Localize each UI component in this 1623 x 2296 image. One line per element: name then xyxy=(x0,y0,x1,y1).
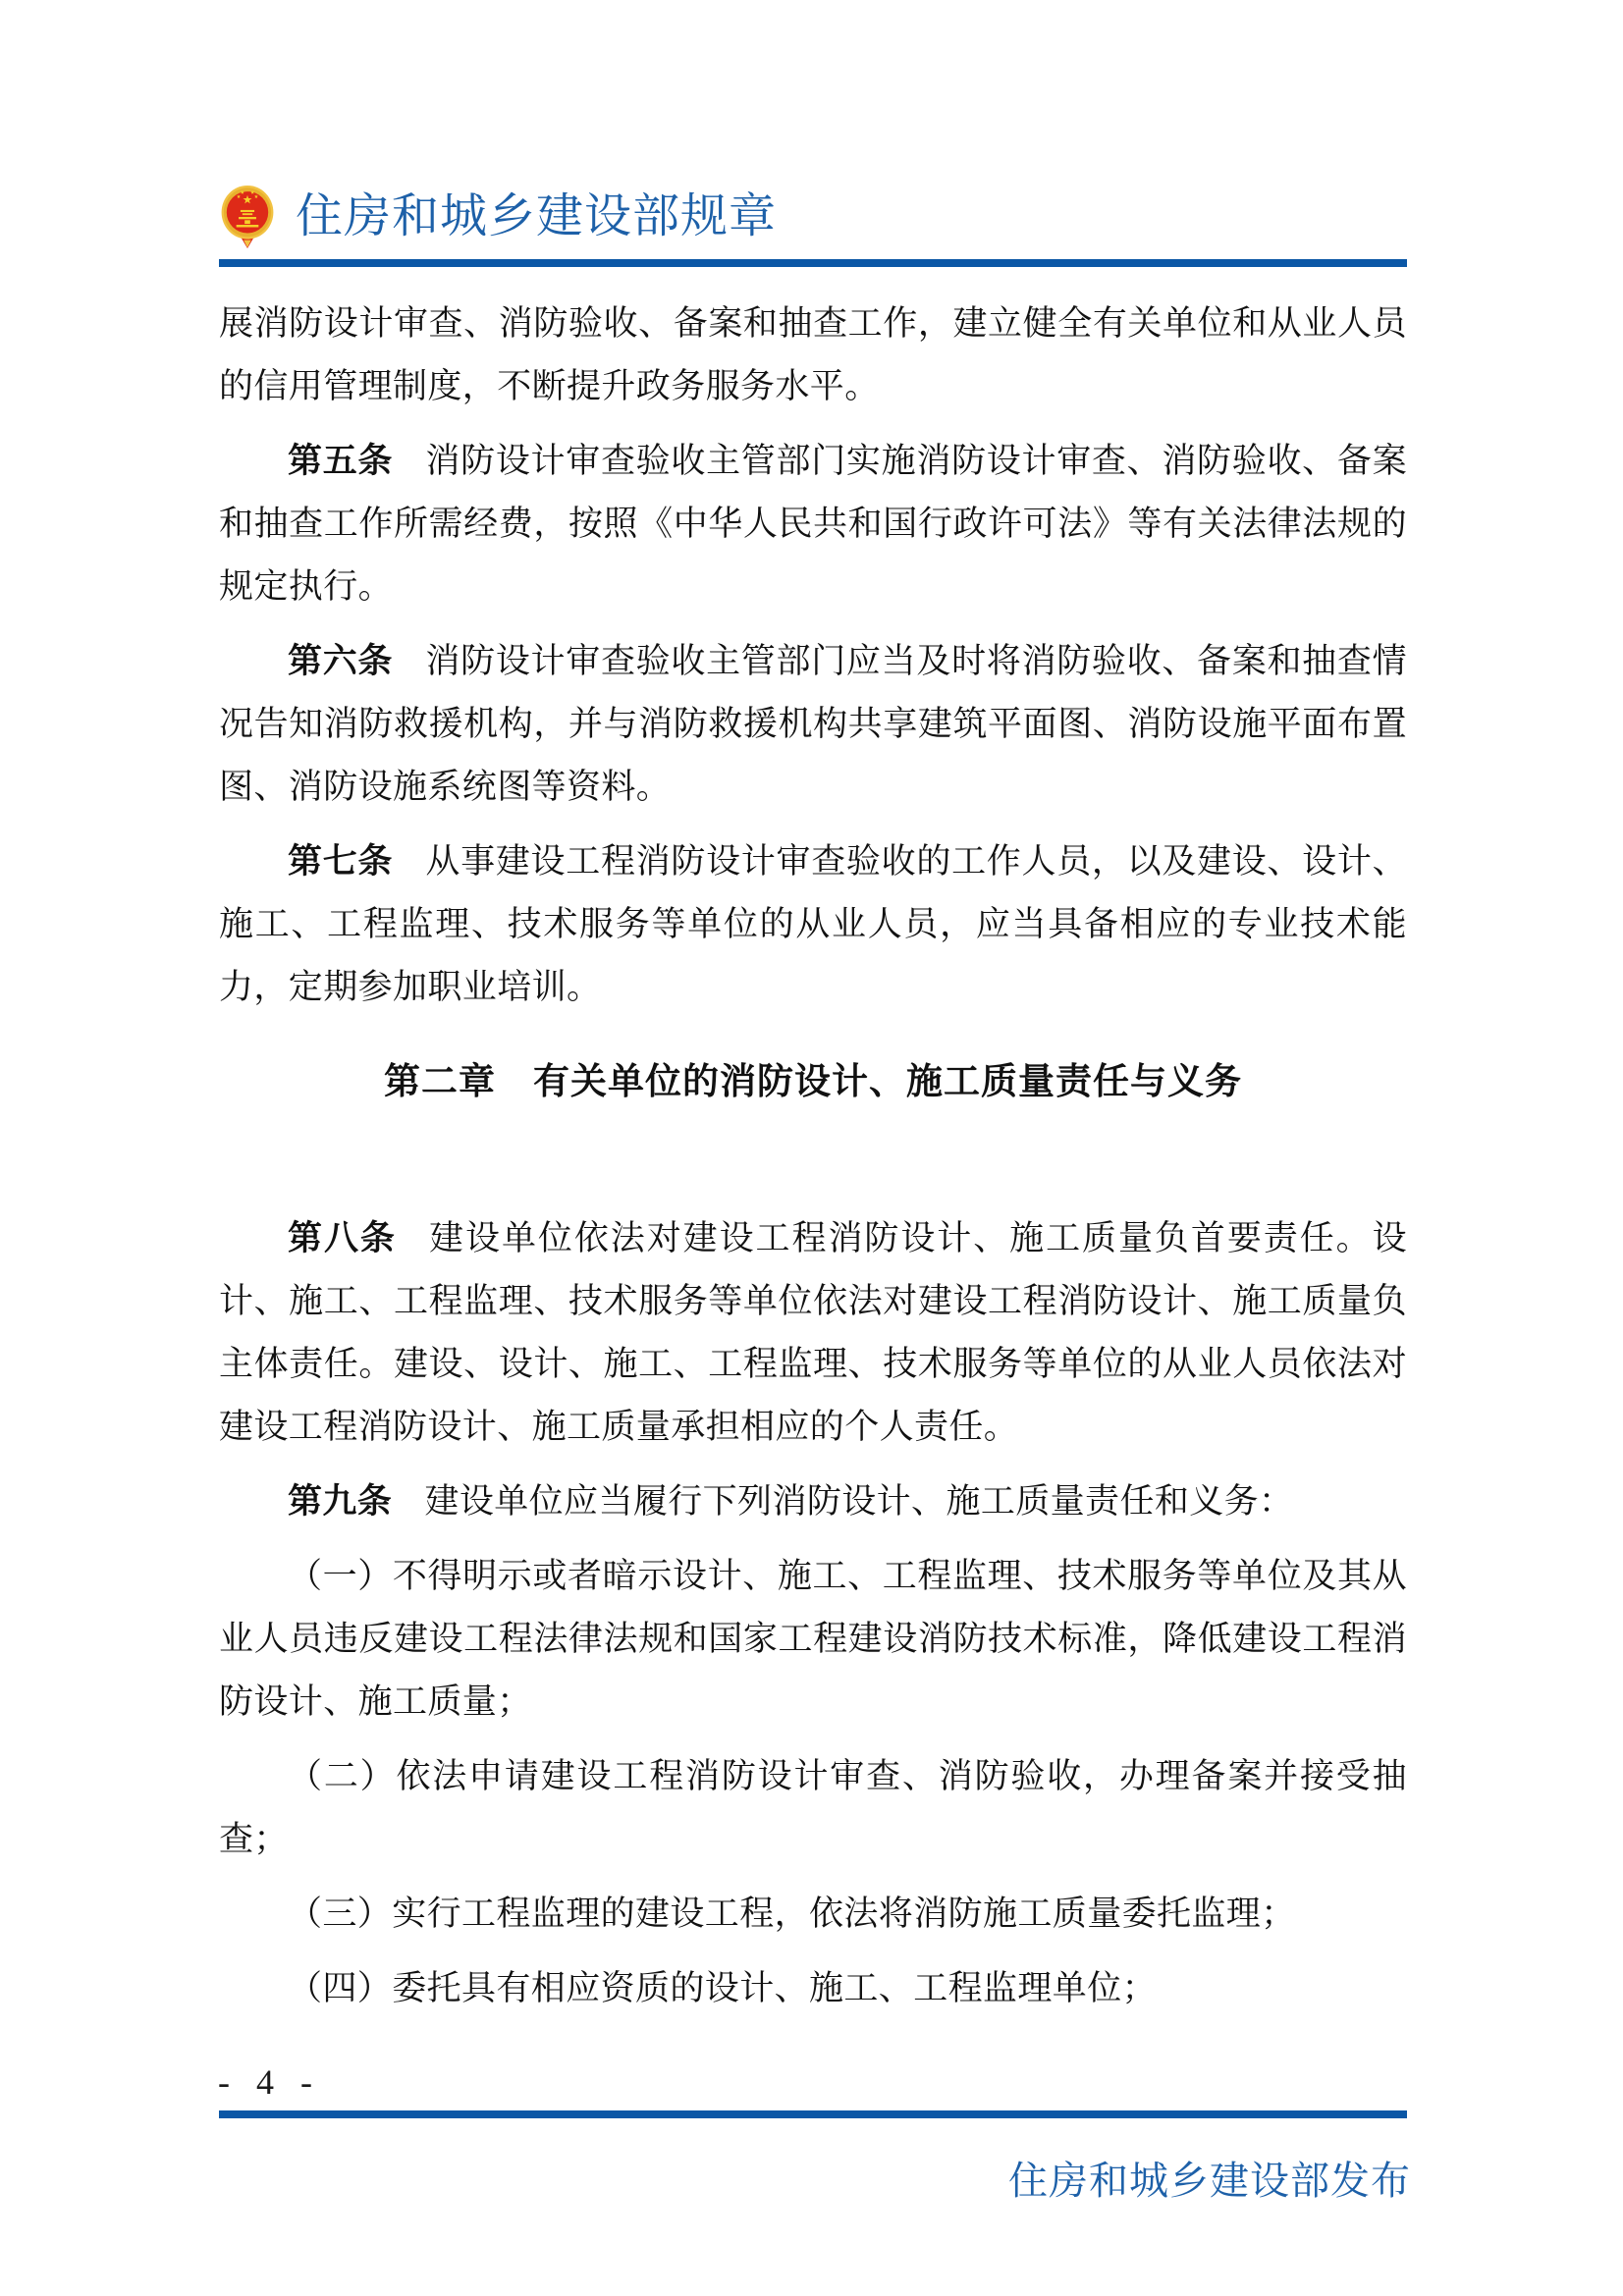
footer-rule xyxy=(219,2110,1407,2118)
document-body xyxy=(219,293,1407,2032)
article-text: 消防设计审查验收主管部门应当及时将消防验收、备案和抽查情况告知消防救援机构，并与消防救援机构共享建筑平面图、消防设施平面布置图、消防设施系统图等资料。 xyxy=(219,642,1408,806)
article-paragraph xyxy=(219,630,1407,819)
list-item-paragraph: （一）不得明示或者暗示设计、施工、工程监理、技术服务等单位及其从业人员违反建设工程法律法规和国家工程建设消防技术标准，降低建设工程消防设计、施工质量； xyxy=(219,1557,1407,1721)
header-row xyxy=(219,185,1407,249)
page-number: - 4 - xyxy=(218,2062,321,2102)
page-header xyxy=(219,185,1407,267)
chapter-heading: 第二章 有关单位的消防设计、施工质量责任与义务 xyxy=(384,1061,1242,1101)
article-text: 从事建设工程消防设计审查验收的工作人员，以及建设、设计、施工、工程监理、技术服务等单位的从业人员，应当具备相应的专业技术能力，定期参加职业培训。 xyxy=(219,842,1408,1006)
article-text: 建设单位应当履行下列消防设计、施工质量责任和义务： xyxy=(424,1482,1294,1521)
article-paragraph xyxy=(219,1207,1407,1459)
china-national-emblem-icon xyxy=(219,185,276,249)
article-number: 第七条 xyxy=(288,842,394,881)
article-text: 建设单位依法对建设工程消防设计、施工质量负首要责任。设计、施工、工程监理、技术服务等单位依法对建设工程消防设计、施工质量负主体责任。建设、设计、施工、工程监理、技术服务等单位的从业人员依法对建设工程消防设计、施工质量承担相应的个人责任。 xyxy=(219,1219,1407,1446)
article-number: 第九条 xyxy=(288,1482,393,1521)
footer-publisher: 住房和城乡建设部发布 xyxy=(1008,2159,1411,2203)
article-paragraph xyxy=(219,1470,1407,1533)
list-item-paragraph: （四）委托具有相应资质的设计、施工、工程监理单位； xyxy=(288,1969,1158,2007)
article-paragraph xyxy=(219,830,1407,1019)
list-item-paragraph: （二）依法申请建设工程消防设计审查、消防验收，办理备案并接受抽查； xyxy=(219,1757,1407,1858)
article-text: 消防设计审查验收主管部门实施消防设计审查、消防验收、备案和抽查工作所需经费，按照《中华人民共和国行政许可法》等有关法律法规的规定执行。 xyxy=(219,442,1408,606)
article-number: 第六条 xyxy=(288,642,394,680)
article-number: 第八条 xyxy=(288,1219,397,1257)
article-number: 第五条 xyxy=(288,442,394,480)
list-item-paragraph: （三）实行工程监理的建设工程，依法将消防施工质量委托监理； xyxy=(288,1895,1296,1933)
article-paragraph xyxy=(219,430,1407,618)
paragraph-continuation: 展消防设计审查、消防验收、备案和抽查工作，建立健全有关单位和从业人员的信用管理制度，不断提升政务服务水平。 xyxy=(219,304,1407,405)
header-rule xyxy=(219,259,1407,267)
header-agency-title: 住房和城乡建设部规章 xyxy=(296,190,778,242)
